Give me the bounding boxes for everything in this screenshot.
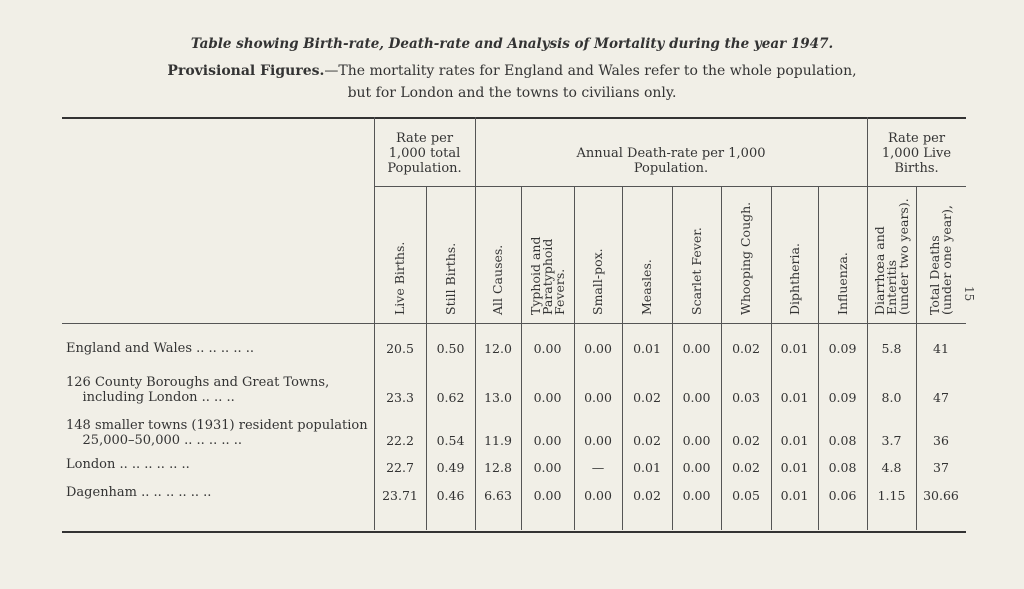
table-cell: 0.00	[533, 488, 562, 503]
row-label: 148 smaller towns (1931) resident population	[66, 418, 368, 433]
table-cell: 0.02	[633, 488, 661, 503]
group-header-live-births-line: Births.	[894, 161, 939, 176]
column-divider	[426, 186, 427, 530]
table-cell: 36	[933, 433, 949, 448]
table-cell: 0.00	[533, 460, 562, 475]
table-cell: 0.54	[436, 433, 465, 448]
column-header-line: Measles.	[639, 259, 654, 315]
table-top-rule	[62, 117, 966, 119]
table-cell: 41	[933, 341, 949, 356]
column-header-line: All Causes.	[490, 244, 505, 315]
column-header	[492, 245, 504, 315]
group-header-live-births-line: Rate per	[887, 131, 946, 146]
column-header-line: Enteritis	[883, 259, 899, 315]
table-cell: 0.08	[828, 460, 857, 475]
table-cell: 0.62	[436, 390, 465, 405]
column-divider	[672, 186, 673, 530]
table-cell: 22.7	[386, 460, 414, 475]
column-header	[740, 202, 752, 315]
column-divider	[721, 186, 722, 530]
table-cell: 0.02	[732, 433, 760, 448]
table-cell: 13.0	[484, 390, 512, 405]
provisional-note-text: —The mortality rates for England and Wales refer to the whole population,	[324, 63, 857, 79]
column-divider	[521, 186, 522, 530]
column-header-line: Small-pox.	[590, 248, 605, 315]
table-cell: 1.15	[877, 488, 906, 503]
column-header	[394, 242, 406, 315]
table-cell: 0.01	[780, 460, 809, 475]
table-cell: 0.00	[584, 433, 612, 448]
column-header-line: (under one year),	[939, 204, 954, 315]
table-cell: 23.3	[386, 390, 414, 405]
table-cell: 3.7	[881, 433, 902, 448]
column-header	[592, 248, 604, 315]
table-cell: 0.09	[828, 390, 857, 405]
column-header-line: Paratyphoid	[539, 238, 555, 315]
row-label: London .. .. .. .. .. ..	[66, 457, 190, 472]
column-header	[929, 205, 953, 315]
table-cell: 8.0	[881, 390, 902, 405]
column-header-line: Scarlet Fever.	[688, 227, 704, 315]
row-label: Dagenham .. .. .. .. .. ..	[66, 485, 212, 500]
table-cell: 0.02	[732, 341, 760, 356]
column-header	[641, 259, 653, 315]
table-cell: 0.00	[682, 390, 711, 405]
table-cell: 6.63	[484, 488, 512, 503]
table-cell: 0.00	[533, 390, 562, 405]
table-cell: 0.00	[682, 488, 711, 503]
group-header-live-births	[867, 131, 966, 176]
table-cell: 22.2	[386, 433, 414, 448]
table-cell: 0.01	[780, 390, 809, 405]
group-header-deathrate-line: Annual Death-rate per 1,000	[576, 146, 766, 161]
table-cell: 23.71	[382, 488, 418, 503]
table-cell: 0.05	[732, 488, 760, 503]
table-cell: 0.00	[584, 390, 612, 405]
table-cell: 30.66	[923, 488, 959, 503]
table-cell: 0.09	[828, 341, 857, 356]
table-cell: 37	[933, 460, 949, 475]
group-header-population-line: Population.	[387, 161, 462, 176]
table-cell: 0.01	[633, 460, 661, 475]
group-rule-deathrate	[475, 186, 867, 187]
column-divider	[574, 186, 575, 530]
column-header	[688, 227, 704, 315]
row-label: including London .. .. ..	[66, 390, 235, 405]
group-header-deathrate	[475, 146, 867, 176]
table-cell: 0.49	[436, 460, 465, 475]
table-cell: 5.8	[881, 341, 902, 356]
table-cell: 0.08	[828, 433, 857, 448]
table-cell: 0.06	[828, 488, 857, 503]
column-header	[527, 236, 567, 315]
table-cell: 0.01	[780, 488, 809, 503]
column-header-line: Total Deaths	[927, 235, 942, 315]
table-bottom-rule	[62, 531, 966, 533]
table-cell: 4.8	[881, 460, 902, 475]
column-header	[786, 243, 802, 315]
column-header-line: Still Births.	[442, 242, 458, 315]
column-divider	[771, 186, 772, 530]
table-cell: 0.00	[682, 460, 711, 475]
provisional-note-line-1	[0, 63, 1024, 79]
table-cell: 0.00	[533, 433, 562, 448]
table-cell: —	[591, 460, 605, 475]
column-header	[442, 242, 458, 315]
column-header-line: Influenza.	[834, 252, 850, 315]
column-header-line: Fevers.	[551, 268, 567, 315]
header-bottom-rule	[62, 323, 966, 324]
table-cell: 20.5	[386, 341, 414, 356]
column-header-line: Diarrhœa and	[871, 226, 887, 315]
column-header-line: Diphtheria.	[786, 243, 802, 315]
group-header-deathrate-line: Population.	[633, 161, 709, 176]
group-rule-population	[374, 186, 475, 187]
table-title: Table showing Birth-rate, Death-rate and Analysis of Mortality during the year 1947.	[190, 36, 834, 52]
table-cell: 0.01	[633, 341, 661, 356]
provisional-note-line-2: but for London and the towns to civilians only.	[347, 85, 677, 101]
column-header-line: Whooping Cough.	[738, 201, 753, 315]
group-header-live-births-line: 1,000 Live	[881, 146, 952, 161]
table-cell: 0.00	[682, 341, 711, 356]
group-header-population-line: Rate per	[395, 131, 454, 146]
table-cell: 0.01	[780, 341, 809, 356]
column-divider	[818, 186, 819, 530]
table-cell: 12.8	[484, 460, 512, 475]
table-cell: 0.46	[436, 488, 465, 503]
table-cell: 0.00	[533, 341, 562, 356]
column-divider	[622, 186, 623, 530]
table-cell: 0.02	[633, 390, 661, 405]
table-cell: 11.9	[484, 433, 512, 448]
table-cell: 0.00	[584, 341, 612, 356]
table-cell: 0.00	[682, 433, 711, 448]
table-cell: 47	[933, 390, 949, 405]
group-header-population-line: 1,000 total	[388, 146, 461, 161]
row-label: England and Wales .. .. .. .. ..	[66, 341, 254, 356]
page-number: 15	[962, 286, 976, 302]
group-header-population	[374, 131, 475, 176]
row-label: 126 County Boroughs and Great Towns,	[66, 375, 330, 390]
table-cell: 0.00	[584, 488, 612, 503]
table-cell: 12.0	[484, 341, 512, 356]
column-header-line: Typhoid and	[527, 236, 543, 315]
column-header	[871, 198, 911, 315]
table-cell: 0.50	[436, 341, 465, 356]
table-cell: 0.01	[780, 433, 809, 448]
table-cell: 0.02	[633, 433, 661, 448]
table-cell: 0.03	[732, 390, 760, 405]
provisional-label: Provisional Figures.	[167, 63, 325, 79]
row-label: 25,000–50,000 .. .. .. .. ..	[66, 433, 242, 448]
table-cell: 0.02	[732, 460, 760, 475]
column-header-line: Live Births.	[392, 241, 407, 315]
column-header-line: (under two years).	[895, 198, 911, 315]
column-divider	[916, 186, 917, 530]
column-header	[834, 252, 850, 315]
